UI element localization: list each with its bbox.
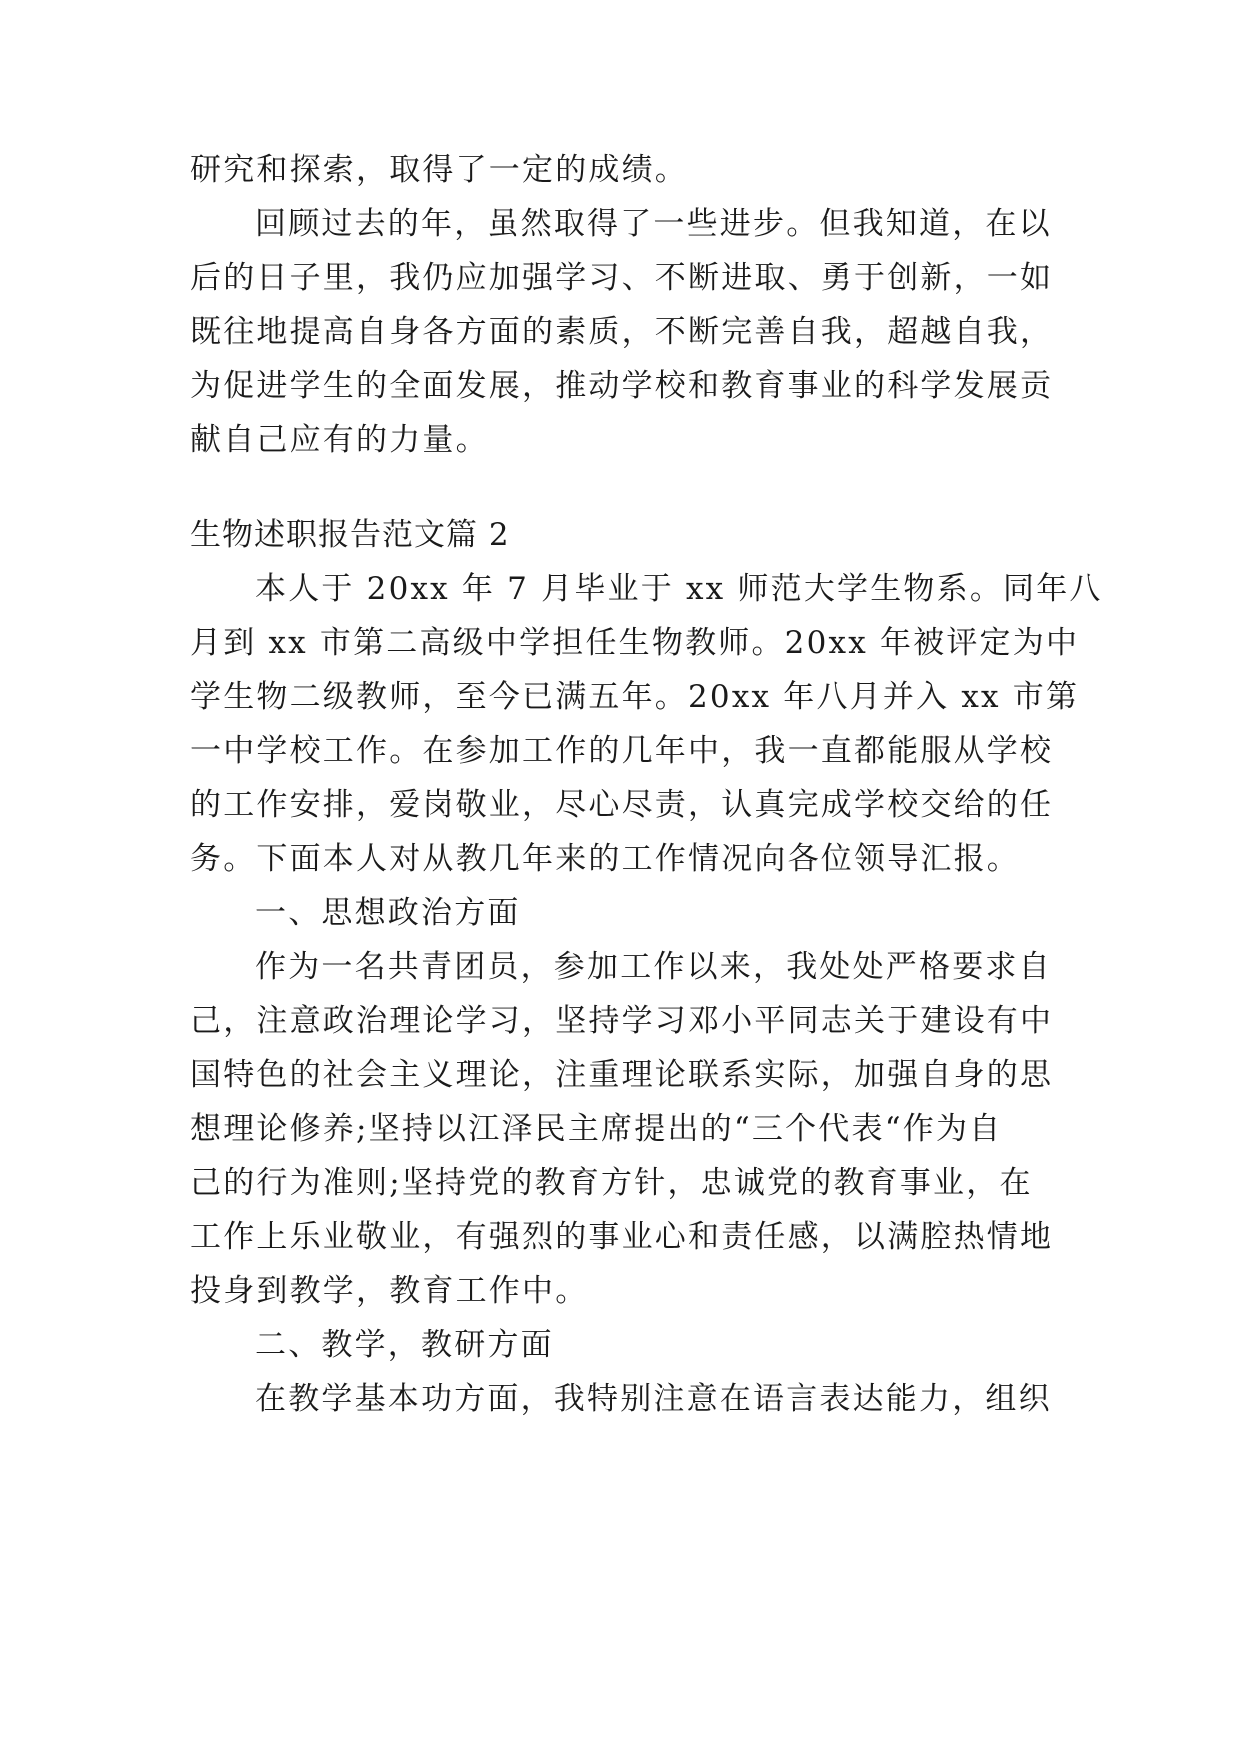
paragraph-line: 月到 xx 市第二高级中学担任生物教师。20xx 年被评定为中 xyxy=(190,625,1080,661)
paragraph-line: 本人于 20xx 年 7 月毕业于 xx 师范大学生物系。同年八 xyxy=(255,571,1103,607)
section-title: 生物述职报告范文篇 2 xyxy=(190,517,510,553)
paragraph-line: 己的行为准则;坚持党的教育方针，忠诚党的教育事业，在 xyxy=(190,1165,1033,1201)
subsection-heading: 一、思想政治方面 xyxy=(255,895,521,931)
paragraph-line: 工作上乐业敬业，有强烈的事业心和责任感，以满腔热情地 xyxy=(190,1219,1054,1255)
paragraph-line: 己，注意政治理论学习，坚持学习邓小平同志关于建设有中 xyxy=(190,1003,1054,1039)
paragraph-line: 为促进学生的全面发展，推动学校和教育事业的科学发展贡 xyxy=(190,368,1054,404)
paragraph-line: 一中学校工作。在参加工作的几年中，我一直都能服从学校 xyxy=(190,733,1054,769)
paragraph-line: 作为一名共青团员，参加工作以来，我处处严格要求自 xyxy=(255,949,1052,985)
paragraph-line: 的工作安排，爱岗敬业，尽心尽责，认真完成学校交给的任 xyxy=(190,787,1054,823)
paragraph-line: 回顾过去的年，虽然取得了一些进步。但我知道，在以 xyxy=(255,206,1052,242)
paragraph-line: 想理论修养;坚持以江泽民主席提出的“三个代表“作为自 xyxy=(190,1111,1003,1147)
paragraph-line: 务。下面本人对从教几年来的工作情况向各位领导汇报。 xyxy=(190,841,1020,877)
paragraph-line: 既往地提高自身各方面的素质，不断完善自我，超越自我， xyxy=(190,314,1054,350)
paragraph-line: 献自己应有的力量。 xyxy=(190,422,489,458)
paragraph-line: 学生物二级教师，至今已满五年。20xx 年八月并入 xx 市第 xyxy=(190,679,1080,715)
paragraph-line: 后的日子里，我仍应加强学习、不断进取、勇于创新，一如 xyxy=(190,260,1054,296)
paragraph-line: 在教学基本功方面，我特别注意在语言表达能力，组织 xyxy=(255,1381,1052,1417)
paragraph-line: 国特色的社会主义理论，注重理论联系实际，加强自身的思 xyxy=(190,1057,1054,1093)
paragraph-line: 研究和探索，取得了一定的成绩。 xyxy=(190,152,688,188)
paragraph-line: 投身到教学，教育工作中。 xyxy=(190,1273,589,1309)
subsection-heading: 二、教学，教研方面 xyxy=(255,1327,554,1363)
